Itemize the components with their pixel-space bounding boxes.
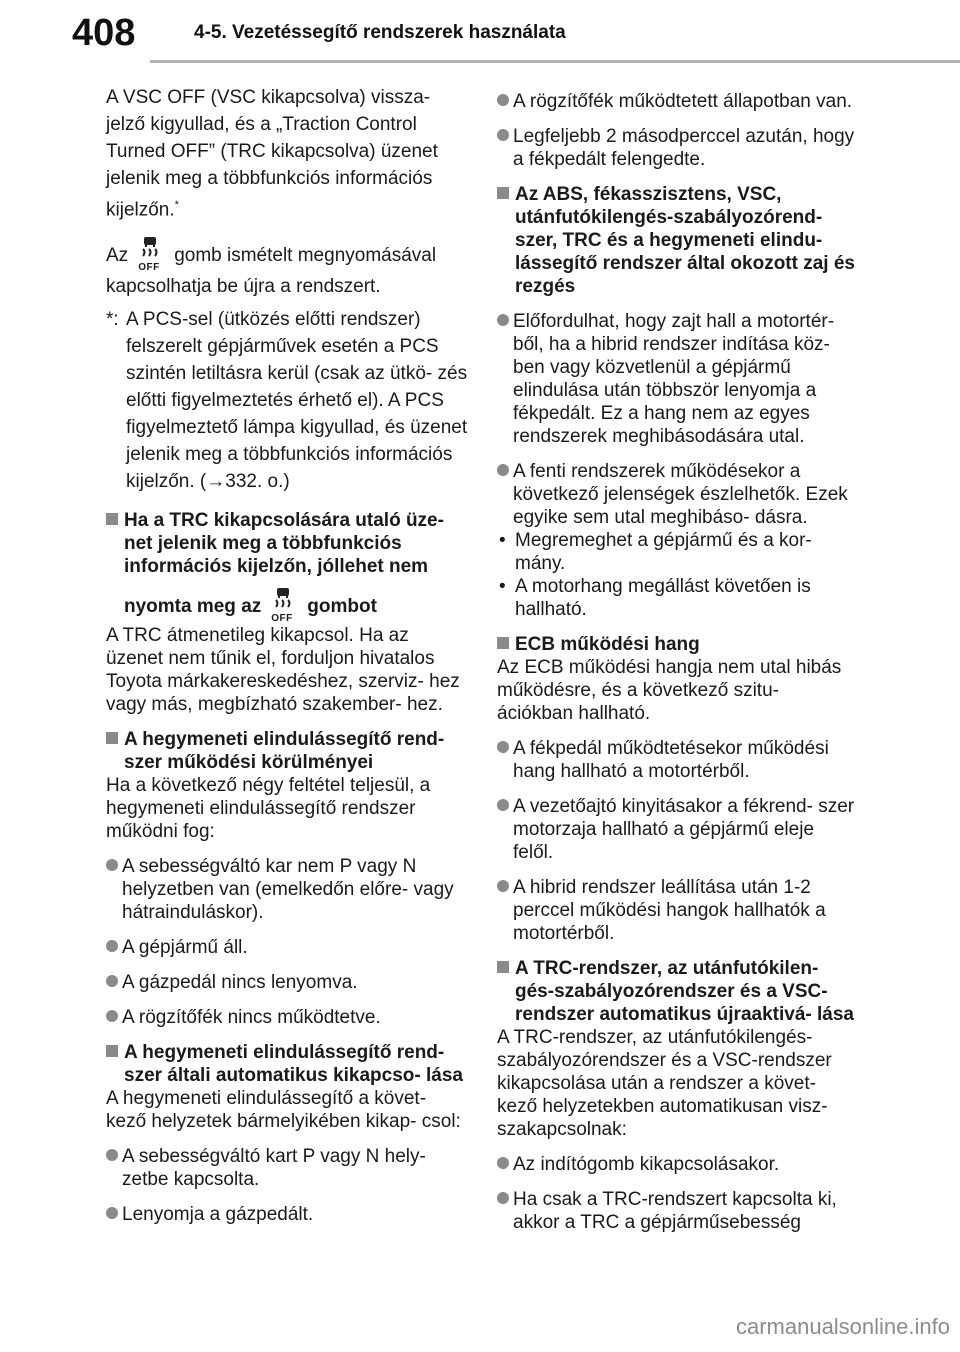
page-number: 408: [72, 12, 136, 54]
watermark: carmanualsonline.info: [735, 1314, 950, 1339]
paragraph-auto-reactivation: A TRC-rendszer, az utánfutókilengés- szabályozórendszer és a VSC-rendszer kikapcsolása után a rendszer a követ- kező helyzetekben automatikusan visz- szakapcsolnak:: [497, 1027, 832, 1140]
list-item: Lenyomja a gázpedált.: [106, 1203, 468, 1226]
paragraph-hill-start-auto-off: A hegymeneti elindulássegítő a követ- kező helyzetek bármelyikében kikap- csol:: [106, 1088, 461, 1133]
list-item: A sebességváltó kar nem P vagy N helyzetben van (emelkedőn előre- vagy hátrainduláskor).: [106, 855, 468, 924]
list-item: A gépjármű áll.: [106, 936, 468, 959]
header-rule: [150, 60, 960, 63]
paragraph-trc-message: A TRC átmenetileg kikapcsol. Ha az üzenet nem tűnik el, forduljon hivatalos Toyota márkakereskedéshez, szerviz- hez vagy más, megbízható szakember- hez.: [106, 625, 460, 716]
left-column: [106, 84, 468, 1226]
sub-list-item: • A motorhang megállást követően is hallható.: [499, 576, 811, 620]
heading-trc-message: Ha a TRC kikapcsolására utaló üze- net jelenik meg a többfunkciós információs kijelzőn, jóllehet nem nyomta meg az OFF gombot: [106, 509, 468, 624]
vsc-off-button-icon: OFF: [134, 235, 168, 273]
intro-paragraph: A VSC OFF (VSC kikapcsolva) vissza- jelző kigyullad, és a „Traction Control Turned OFF” (TRC kikapcsolva) üzenet jelenik meg a többfunkciós információs kijelzőn.*: [106, 87, 438, 221]
chapter-title: 4-5. Vezetéssegítő rendszerek használata: [194, 22, 566, 43]
list-item: A rögzítőfék működtetett állapotban van.: [497, 90, 859, 113]
vsc-off-button-icon: OFF: [267, 586, 301, 624]
heading-noise-vibration: Az ABS, fékasszisztens, VSC, utánfutókilengés-szabályozórend- szer, TRC és a hegymeneti elindu- lássegítő rendszer által okozott zaj és rezgés: [497, 183, 859, 298]
list-item: Legfeljebb 2 másodperccel azután, hogy a fékpedált felengedte.: [497, 125, 859, 171]
list-item: A rögzítőfék nincs működtetve.: [106, 1006, 468, 1029]
heading-ecb-sound: ECB működési hang: [497, 633, 859, 656]
vsc-off-paragraph: Az OFF gomb ismételt megnyomásával kapcsolhatja be újra a rendszert.: [106, 235, 468, 300]
heading-auto-reactivation: A TRC-rendszer, az utánfutókilen- gés-szabályozórendszer és a VSC- rendszer automatikus újraaktivá- lása: [497, 957, 859, 1026]
list-item: Ha csak a TRC-rendszert kapcsolta ki, akkor a TRC a gépjárműsebesség: [497, 1188, 859, 1234]
paragraph-ecb-sound: Az ECB működési hangja nem utal hibás működésre, és a következő szitu- ációkban hallható.: [497, 657, 842, 724]
page-header: [0, 0, 960, 90]
list-item: A hibrid rendszer leállítása után 1-2 perccel működési hangok hallhatók a motortérből.: [497, 876, 859, 945]
paragraph-hill-start-conditions: Ha a következő négy feltétel teljesül, a hegymeneti elindulássegítő rendszer működni fog:: [106, 775, 431, 843]
list-item: A gázpedál nincs lenyomva.: [106, 971, 468, 994]
list-item: Az indítógomb kikapcsolásakor.: [497, 1153, 859, 1176]
right-column: [497, 84, 859, 1234]
heading-hill-start-auto-off: A hegymeneti elindulássegítő rend- szer általi automatikus kikapcso- lása: [106, 1041, 468, 1087]
sub-list-item: • Megremeghet a gépjármű és a kor- mány.: [499, 530, 812, 574]
footnote: *: A PCS-sel (ütközés előtti rendszer) felszerelt gépjárművek esetén a PCS szintén letiltásra kerül (csak az ütkö- zés előtti figyelmeztetés érhető el). A PCS figyelmeztető lámpa kigyullad, és üzenet jelenik meg a többfunkciós információs kijelzőn. (→332. o.): [106, 309, 468, 493]
list-item: A fékpedál működtetésekor működési hang hallható a motortérből.: [497, 737, 859, 783]
heading-hill-start-conditions: A hegymeneti elindulássegítő rend- szer működési körülményei: [106, 728, 468, 774]
list-item: A vezetőajtó kinyitásakor a fékrend- szer motorzaja hallható a gépjármű eleje felől.: [497, 795, 859, 864]
list-item: A fenti rendszerek működésekor a következő jelenségek észlelhetők. Ezek egyike sem utal meghibáso- dásra.: [497, 460, 859, 529]
list-item: A sebességváltó kart P vagy N hely- zetbe kapcsolta.: [106, 1145, 468, 1191]
list-item: Előfordulhat, hogy zajt hall a motortér- ből, ha a hibrid rendszer indítása köz- ben vagy közvetlenül a gépjármű elindulása után többször lenyomja a fékpedált. Ez a hang nem az egyes rendszerek meghibásodására utal.: [497, 310, 859, 448]
